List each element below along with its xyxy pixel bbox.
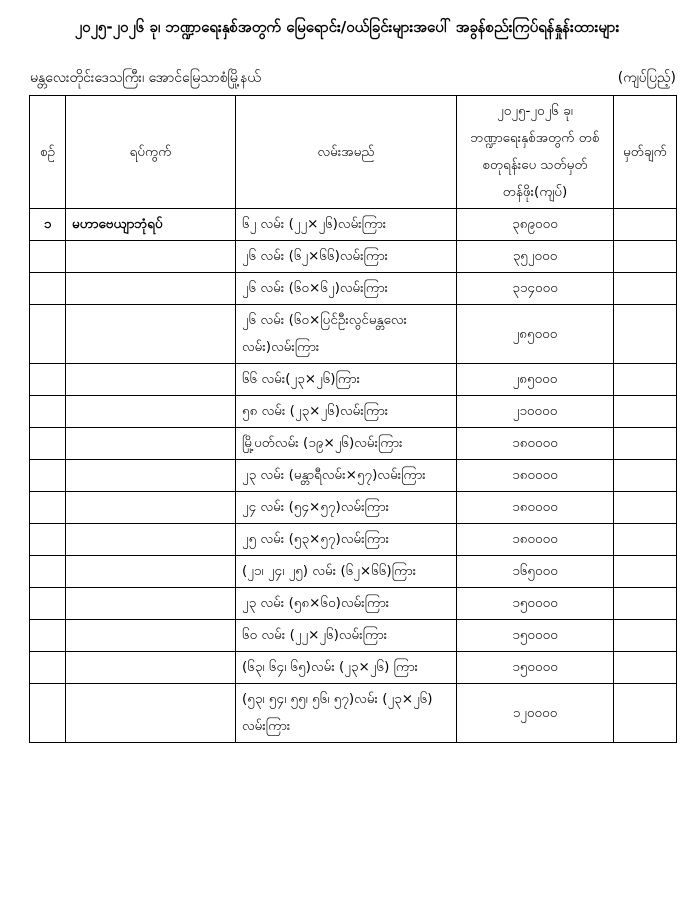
row-number [30, 620, 66, 652]
remark-cell [614, 556, 677, 588]
remark-cell [614, 620, 677, 652]
row-number [30, 524, 66, 556]
subheader [30, 68, 676, 88]
ward-name [66, 652, 236, 684]
road-name: (၆၃၊ ၆၄၊ ၆၅)လမ်း (၂၃×၂၆) ကြား [236, 652, 457, 684]
rate-value: ၃၅၂၀၀၀ [457, 241, 614, 273]
row-number [30, 684, 66, 743]
remark-cell [614, 492, 677, 524]
road-name: ၂၃ လမ်း (၅၈×၆၀)လမ်းကြား [236, 588, 457, 620]
ward-name [66, 620, 236, 652]
region-label: မန္တလေးတိုင်းဒေသကြီး၊ အောင်မြေသာစံမြို့နယ် [30, 70, 261, 86]
row-number [30, 460, 66, 492]
road-name: (၂၁၊ ၂၄၊ ၂၅) လမ်း (၆၂×၆၆)ကြား [236, 556, 457, 588]
table-row [30, 460, 677, 492]
road-name: ၂၄ လမ်း (၅၄×၅၇)လမ်းကြား [236, 492, 457, 524]
header-road: လမ်းအမည် [236, 96, 457, 209]
remark-cell [614, 588, 677, 620]
rate-value: ၁၈၀၀၀၀ [457, 428, 614, 460]
row-number [30, 396, 66, 428]
table-row [30, 492, 677, 524]
remark-cell [614, 241, 677, 273]
table-row [30, 273, 677, 305]
unit-label: (ကျပ်ပြည့်) [617, 70, 676, 86]
rate-value: ၁၂၀၀၀၀ [457, 684, 614, 743]
road-name: ၅၈ လမ်း (၂၃×၂၆)လမ်းကြား [236, 396, 457, 428]
table-row [30, 524, 677, 556]
rate-value: ၁၅၀၀၀၀ [457, 588, 614, 620]
table-row [30, 684, 677, 743]
table-row [30, 305, 677, 364]
rate-value: ၂၈၅၀၀၀ [457, 364, 614, 396]
row-number [30, 273, 66, 305]
table-row [30, 652, 677, 684]
remark-cell [614, 396, 677, 428]
rate-value: ၃၁၄၀၀၀ [457, 273, 614, 305]
road-name: ၆၂ လမ်း (၂၂×၂၆)လမ်းကြား [236, 209, 457, 241]
ward-name [66, 588, 236, 620]
remark-cell [614, 305, 677, 364]
ward-name [66, 524, 236, 556]
road-name: မြို့ပတ်လမ်း (၁၉×၂၆)လမ်းကြား [236, 428, 457, 460]
remark-cell [614, 524, 677, 556]
row-number [30, 428, 66, 460]
remark-cell [614, 273, 677, 305]
header-row [30, 96, 677, 209]
ward-name [66, 364, 236, 396]
row-number [30, 588, 66, 620]
table-body [30, 209, 677, 743]
ward-name [66, 428, 236, 460]
row-number [30, 492, 66, 524]
ward-name [66, 460, 236, 492]
rate-value: ၁၈၀၀၀၀ [457, 492, 614, 524]
row-number [30, 364, 66, 396]
header-area: ရပ်ကွက် [66, 96, 236, 209]
table-row [30, 364, 677, 396]
ward-name [66, 241, 236, 273]
row-number [30, 652, 66, 684]
road-name: ၂၆ လမ်း (၆၂×၆၆)လမ်းကြား [236, 241, 457, 273]
ward-name [66, 305, 236, 364]
header-remark: မှတ်ချက် [614, 96, 677, 209]
ward-name [66, 396, 236, 428]
road-name: ၆၆ လမ်း(၂၃×၂၆)ကြား [236, 364, 457, 396]
ward-name [66, 684, 236, 743]
table-row [30, 588, 677, 620]
header-no: စဉ် [30, 96, 66, 209]
row-number: ၁ [30, 209, 66, 241]
rate-value: ၃၈၉၀၀၀ [457, 209, 614, 241]
rate-value: ၁၅၀၀၀၀ [457, 652, 614, 684]
remark-cell [614, 652, 677, 684]
document-title: ၂၀၂၅-၂၀၂၆ ခု၊ ဘဏ္ဍာရေးနှစ်အတွက် မြေရောင်း/ဝယ်ခြင်းများအပေါ် အခွန်စည်းကြပ်ရန်နှုန်းထားများ [74, 18, 620, 36]
rate-value: ၁၆၅၀၀၀ [457, 556, 614, 588]
road-name: (၅၃၊ ၅၄၊ ၅၅၊ ၅၆၊ ၅၇)လမ်း (၂၃×၂၆) လမ်းကြား [236, 684, 457, 743]
ward-name [66, 273, 236, 305]
row-number [30, 556, 66, 588]
table-row [30, 620, 677, 652]
table-row [30, 428, 677, 460]
remark-cell [614, 364, 677, 396]
road-name: ၂၆ လမ်း (၆၀×ပြင်ဦးလွင်မန္တလေးလမ်း)လမ်းကြား [236, 305, 457, 364]
road-name: ၂၆ လမ်း (၆၀×၆၂)လမ်းကြား [236, 273, 457, 305]
rate-value: ၂၁၀၀၀၀ [457, 396, 614, 428]
rates-table [29, 95, 677, 743]
table-row [30, 396, 677, 428]
row-number [30, 305, 66, 364]
header-value: ၂၀၂၅-၂၀၂၆ ခု၊ ဘဏ္ဍာရေးနှစ်အတွက် တစ်စတုရန်းပေ သတ်မှတ်တန်ဖိုး(ကျပ်) [457, 96, 614, 209]
rate-value: ၁၅၀၀၀၀ [457, 620, 614, 652]
rate-value: ၁၈၀၀၀၀ [457, 524, 614, 556]
table-row [30, 209, 677, 241]
road-name: ၂၅ လမ်း (၅၃×၅၇)လမ်းကြား [236, 524, 457, 556]
table-row [30, 556, 677, 588]
remark-cell [614, 684, 677, 743]
rate-value: ၁၈၀၀၀၀ [457, 460, 614, 492]
table-row [30, 241, 677, 273]
row-number [30, 241, 66, 273]
rate-value: ၂၈၅၀၀၀ [457, 305, 614, 364]
remark-cell [614, 428, 677, 460]
remark-cell [614, 460, 677, 492]
ward-name [66, 556, 236, 588]
ward-name: မဟာဗေယျာဘုံရပ် [66, 209, 236, 241]
road-name: ၂၃ လမ်း (မန္တာရီလမ်း×၅၇)လမ်းကြား [236, 460, 457, 492]
ward-name [66, 492, 236, 524]
remark-cell [614, 209, 677, 241]
road-name: ၆၀ လမ်း (၂၂×၂၆)လမ်းကြား [236, 620, 457, 652]
